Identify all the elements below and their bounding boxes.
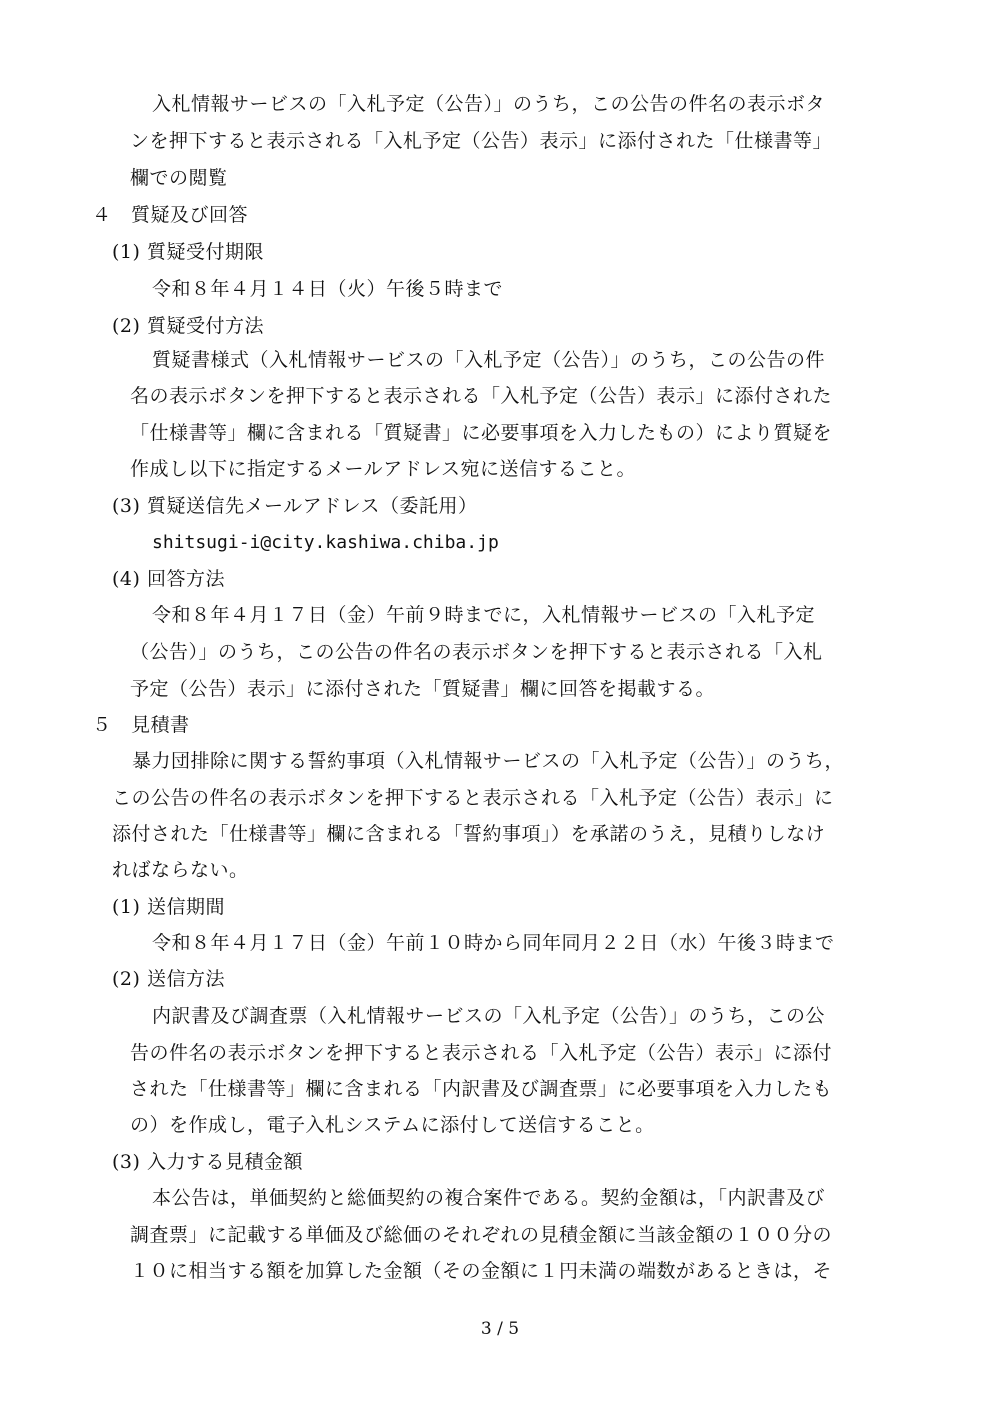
- item-4-3-heading: (3) 質疑送信先メールアドレス（委託用）: [112, 495, 478, 517]
- item-4-4-text: （公告）」のうち，この公告の件名の表示ボタンを押下すると表示される「入札: [130, 641, 823, 663]
- item-5-2-text: された「仕様書等」欄に含まれる「内訳書及び調査票」に必要事項を入力したも: [130, 1078, 833, 1100]
- intro-line: ンを押下すると表示される「入札予定（公告）表示」に添付された「仕様書等」: [130, 130, 833, 152]
- item-5-1-text: 令和８年４月１７日（金）午前１０時から同年同月２２日（水）午後３時まで: [152, 932, 835, 954]
- item-4-2-text: 作成し以下に指定するメールアドレス宛に送信すること。: [130, 458, 637, 480]
- section-5-intro-line: この公告の件名の表示ボタンを押下すると表示される「入札予定（公告）表示」に: [112, 787, 834, 809]
- intro-line: 欄での閲覧: [130, 167, 228, 189]
- section-5-intro-line: 添付された「仕様書等」欄に含まれる「誓約事項」）を承諾のうえ，見積りしなけ: [112, 823, 826, 845]
- intro-line: 入札情報サービスの「入札予定（公告）」のうち，この公告の件名の表示ボタ: [152, 93, 826, 115]
- item-5-1-heading: (1) 送信期間: [112, 896, 225, 918]
- section-4-heading: ４ 質疑及び回答: [92, 204, 249, 226]
- email-address: shitsugi-i@city.kashiwa.chiba.jp: [152, 532, 499, 553]
- item-5-2-text: 告の件名の表示ボタンを押下すると表示される「入札予定（公告）表示」に添付: [130, 1042, 833, 1064]
- section-5-intro-line: ればならない。: [112, 859, 249, 881]
- item-5-2-text: の）を作成し，電子入札システムに添付して送信すること。: [130, 1114, 655, 1136]
- item-4-4-heading: (4) 回答方法: [112, 568, 225, 590]
- item-5-3-text: 本公告は，単価契約と総価契約の複合案件である。契約金額は，「内訳書及び: [152, 1187, 826, 1209]
- item-4-2-heading: (2) 質疑受付方法: [112, 315, 264, 337]
- item-4-2-text: 質疑書様式（入札情報サービスの「入札予定（公告）」のうち，この公告の件: [152, 349, 826, 371]
- item-4-4-text: 令和８年４月１７日（金）午前９時までに，入札情報サービスの「入札予定: [152, 604, 816, 626]
- item-4-4-text: 予定（公告）表示」に添付された「質疑書」欄に回答を掲載する。: [130, 678, 716, 700]
- item-5-3-heading: (3) 入力する見積金額: [112, 1151, 303, 1173]
- item-4-2-text: 名の表示ボタンを押下すると表示される「入札予定（公告）表示」に添付された: [130, 385, 833, 407]
- page-number: 3 / 5: [480, 1319, 520, 1339]
- item-4-2-text: 「仕様書等」欄に含まれる「質疑書」に必要事項を入力したもの）により質疑を: [130, 422, 833, 444]
- item-4-1-heading: (1) 質疑受付期限: [112, 241, 264, 263]
- item-5-2-heading: (2) 送信方法: [112, 968, 225, 990]
- section-5-heading: ５ 見積書: [92, 714, 190, 736]
- item-5-3-text: １０に相当する額を加算した金額（その金額に１円未満の端数があるときは，そ: [130, 1260, 833, 1282]
- item-5-2-text: 内訳書及び調査票（入札情報サービスの「入札予定（公告）」のうち，この公: [152, 1005, 826, 1027]
- item-5-3-text: 調査票」に記載する単価及び総価のそれぞれの見積金額に当該金額の１００分の: [130, 1224, 833, 1246]
- section-5-intro-line: 暴力団排除に関する誓約事項（入札情報サービスの「入札予定（公告）」のうち，: [132, 750, 845, 772]
- item-4-1-text: 令和８年４月１４日（火）午後５時まで: [152, 278, 504, 300]
